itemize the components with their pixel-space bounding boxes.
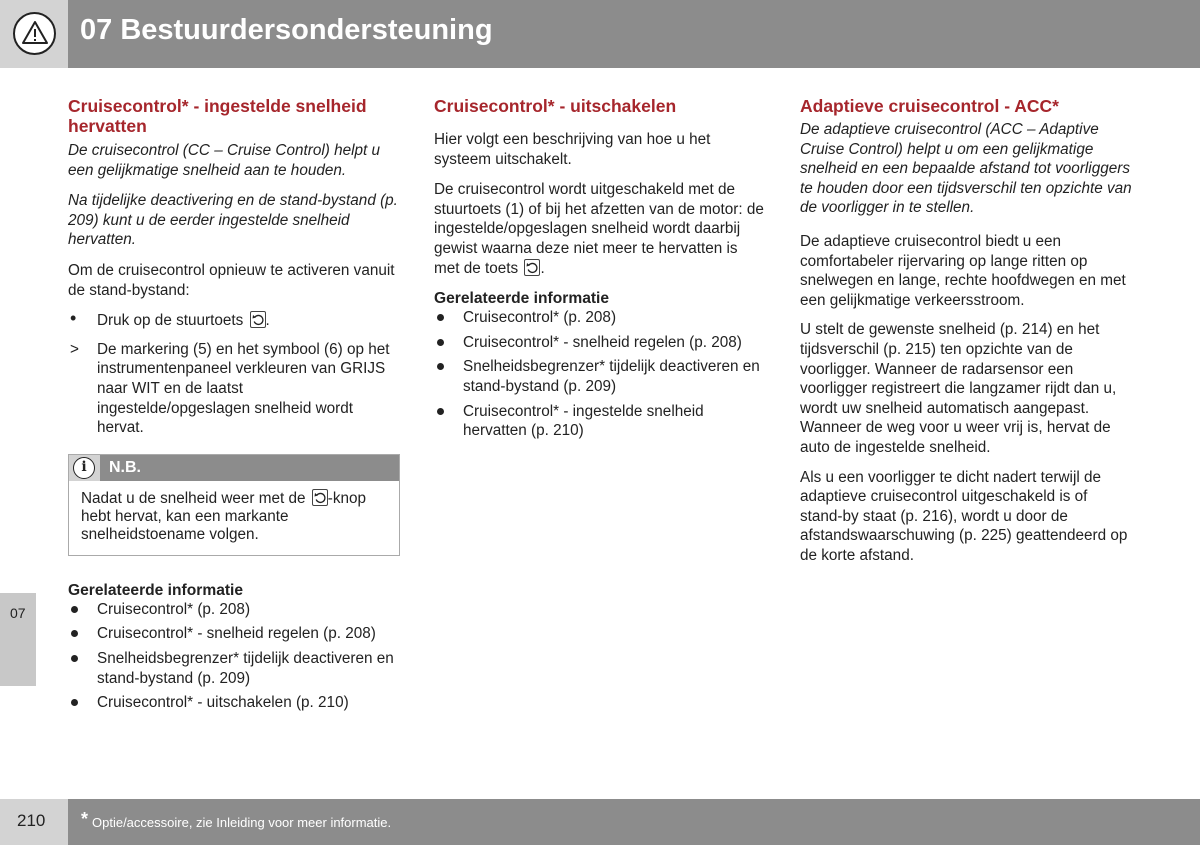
footnote-star: * [81,809,89,829]
body-text-main: De cruisecontrol wordt uitgeschakeld met de stuurtoets (1) of bij het afzetten van de motor: de ingestelde/opgeslagen snelheid wordt daarbij gewist waarna deze niet meer te hervatten is met de toets [434,181,764,277]
related-link[interactable]: Cruisecontrol* - snelheid regelen (p. 208) [434,333,766,353]
body-text: Om de cruisecontrol opnieuw te activeren vanuit de stand-bystand: [68,261,395,299]
chapter-side-tab [0,593,36,686]
list-item [68,340,400,438]
related-link[interactable]: Cruisecontrol* - ingestelde snelheid hervatten (p. 210) [434,402,766,441]
resume-button-icon [250,311,266,328]
related-link[interactable]: Snelheidsbegrenzer* tijdelijk deactiveren en stand-bystand (p. 209) [434,357,766,396]
step-text-end: . [265,312,270,330]
step-bullet: • [70,308,77,329]
body-text: U stelt de gewenste snelheid (p. 214) en het tijdsverschil (p. 215) ten opzichte van de voorligger. Wanneer de radarsensor een voorligger registreert die langzamer rijdt dan u, wordt uw snelheid automatisch aangepast. Wanneer de weg voor u weer vrij is, hervat de auto de ingestelde snelheid. [800,321,1117,456]
related-info-heading: Gerelateerde informatie [68,581,244,599]
body-text-end: . [540,259,545,277]
chapter-title: 07 Bestuurdersondersteuning [80,14,493,46]
related-link[interactable]: Cruisecontrol* - uitschakelen (p. 210) [68,693,400,713]
note-header [69,455,399,481]
intro-text: Hier volgt een beschrijving van hoe u het systeem uitschakelt. [434,131,711,168]
note-body [69,481,399,555]
related-info-heading: Gerelateerde informatie [434,290,610,308]
related-link[interactable]: Cruisecontrol* (p. 208) [68,600,400,620]
footer-page-area [0,799,68,845]
info-icon: i [69,455,100,481]
step-text: De markering (5) en het symbool (6) op het instrumentenpaneel verkleuren van GRIJS naar WIT en de laatst ingestelde/opgeslagen snelheid wordt hervat. [97,340,390,437]
intro-text: De cruisecontrol (CC – Cruise Control) helpt u een gelijkmatige snelheid aan te houden. [68,142,381,179]
note-box [68,454,400,556]
step-text: Druk op de stuurtoets [97,312,244,330]
header-bar [68,0,1200,68]
column-adaptive-cruise [800,96,1134,576]
note-title: N.B. [109,458,141,476]
note-text: Nadat u de snelheid weer met de [81,489,306,507]
section-heading: Cruisecontrol* - ingestelde snelheid hervatten [68,96,367,136]
resume-button-icon [312,489,328,506]
intro-text: Na tijdelijke deactivering en de stand-bystand (p. 209) kunt u de eerder ingestelde snelheid hervatten. [68,192,398,249]
section-heading: Cruisecontrol* - uitschakelen [434,96,677,116]
footnote-text: Optie/accessoire, zie Inleiding voor meer informatie. [92,815,392,830]
result-marker: > [70,340,79,358]
list-item [68,308,400,331]
footer-bar [68,799,1200,845]
related-links-list [434,308,766,441]
steps-list [68,308,400,438]
related-links-list [68,600,400,713]
body-text: Als u een voorligger te dicht nadert terwijl de adaptieve cruisecontrol uitgeschakeld is of stand-by staat (p. 216), wordt u door de afstandswaarschuwing (p. 225) geattendeerd op de korte afstand. [800,468,1128,564]
section-heading: Adaptieve cruisecontrol - ACC* [800,96,1059,116]
column-switch-off [434,96,766,446]
resume-button-icon [524,259,540,276]
related-link[interactable]: Cruisecontrol* (p. 208) [434,308,766,328]
note-text-end: -knop hebt hervat, kan een markante snelheidstoename volgen. [81,489,367,543]
header-icon-area [0,0,68,68]
page-number: 210 [17,811,46,830]
intro-text: De adaptieve cruisecontrol (ACC – Adaptive Cruise Control) helpt u om een gelijkmatige snelheid en een bepaalde afstand tot voorliggers te houden door een tijdsverschil ten opzichte van de voorligger in te stellen. [800,121,1132,217]
body-text [434,180,766,278]
related-link[interactable]: Snelheidsbegrenzer* tijdelijk deactiveren en stand-bystand (p. 209) [68,649,400,688]
body-text: De adaptieve cruisecontrol biedt u een comfortabeler rijervaring op lange ritten op snelwegen en lange, rechte hoofdwegen en met een gelijkmatige verkeersstroom. [800,232,1126,309]
warning-triangle-icon [13,12,56,55]
related-link[interactable]: Cruisecontrol* - snelheid regelen (p. 208) [68,624,400,644]
column-resume-speed [68,96,400,718]
chapter-number: 07 [10,605,26,621]
